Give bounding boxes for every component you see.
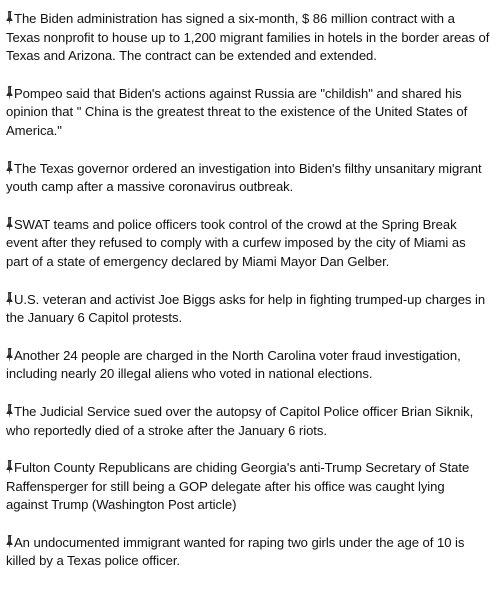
news-item	[6, 85, 490, 141]
pushpin-icon	[6, 291, 13, 306]
pushpin-icon	[6, 347, 13, 362]
pushpin-icon	[6, 216, 13, 231]
news-item	[6, 160, 490, 197]
news-item	[6, 403, 490, 440]
news-item	[6, 534, 490, 571]
news-item-text: Another 24 people are charged in the North Carolina voter fraud investigation, including nearly 20 illegal aliens who voted in national elections.	[6, 347, 461, 382]
news-item-text: The Texas governor ordered an investigation into Biden's filthy unsanitary migrant youth camp after a massive coronavirus outbreak.	[6, 160, 482, 195]
news-item	[6, 347, 490, 384]
news-item-text: The Judicial Service sued over the autopsy of Capitol Police officer Brian Siknik, who reportedly died of a stroke after the January 6 riots.	[6, 403, 474, 438]
news-item-text: SWAT teams and police officers took control of the crowd at the Spring Break event after they refused to comply with a curfew imposed by the city of Miami as part of a state of emergency declared by Miami Mayor Dan Gelber.	[6, 216, 466, 269]
news-item-text: Pompeo said that Biden's actions against Russia are "childish" and shared his opinion that " China is the greatest threat to the existence of the United States of America."	[6, 85, 468, 138]
news-feed	[6, 10, 490, 590]
news-item	[6, 459, 490, 515]
news-item-text: Fulton County Republicans are chiding Georgia's anti-Trump Secretary of State Raffensperger for still being a GOP delegate after his office was caught lying against Trump (Washington Post article)	[6, 460, 470, 513]
news-item-text: An undocumented immigrant wanted for raping two girls under the age of 10 is killed by a Texas police officer.	[6, 534, 465, 569]
pushpin-icon	[6, 403, 13, 418]
news-item-text: The Biden administration has signed a six-month, $ 86 million contract with a Texas nonprofit to house up to 1,200 migrant families in hotels in the border areas of Texas and Arizona. The contract can be extended and extended.	[6, 11, 490, 64]
pushpin-icon	[6, 10, 13, 25]
pushpin-icon	[6, 160, 13, 175]
pushpin-icon	[6, 85, 13, 100]
pushpin-icon	[6, 534, 13, 549]
news-item	[6, 216, 490, 272]
news-item	[6, 291, 490, 328]
pushpin-icon	[6, 459, 13, 474]
news-item-text: U.S. veteran and activist Joe Biggs asks for help in fighting trumped-up charges in the January 6 Capitol protests.	[6, 291, 486, 326]
news-item	[6, 10, 490, 66]
